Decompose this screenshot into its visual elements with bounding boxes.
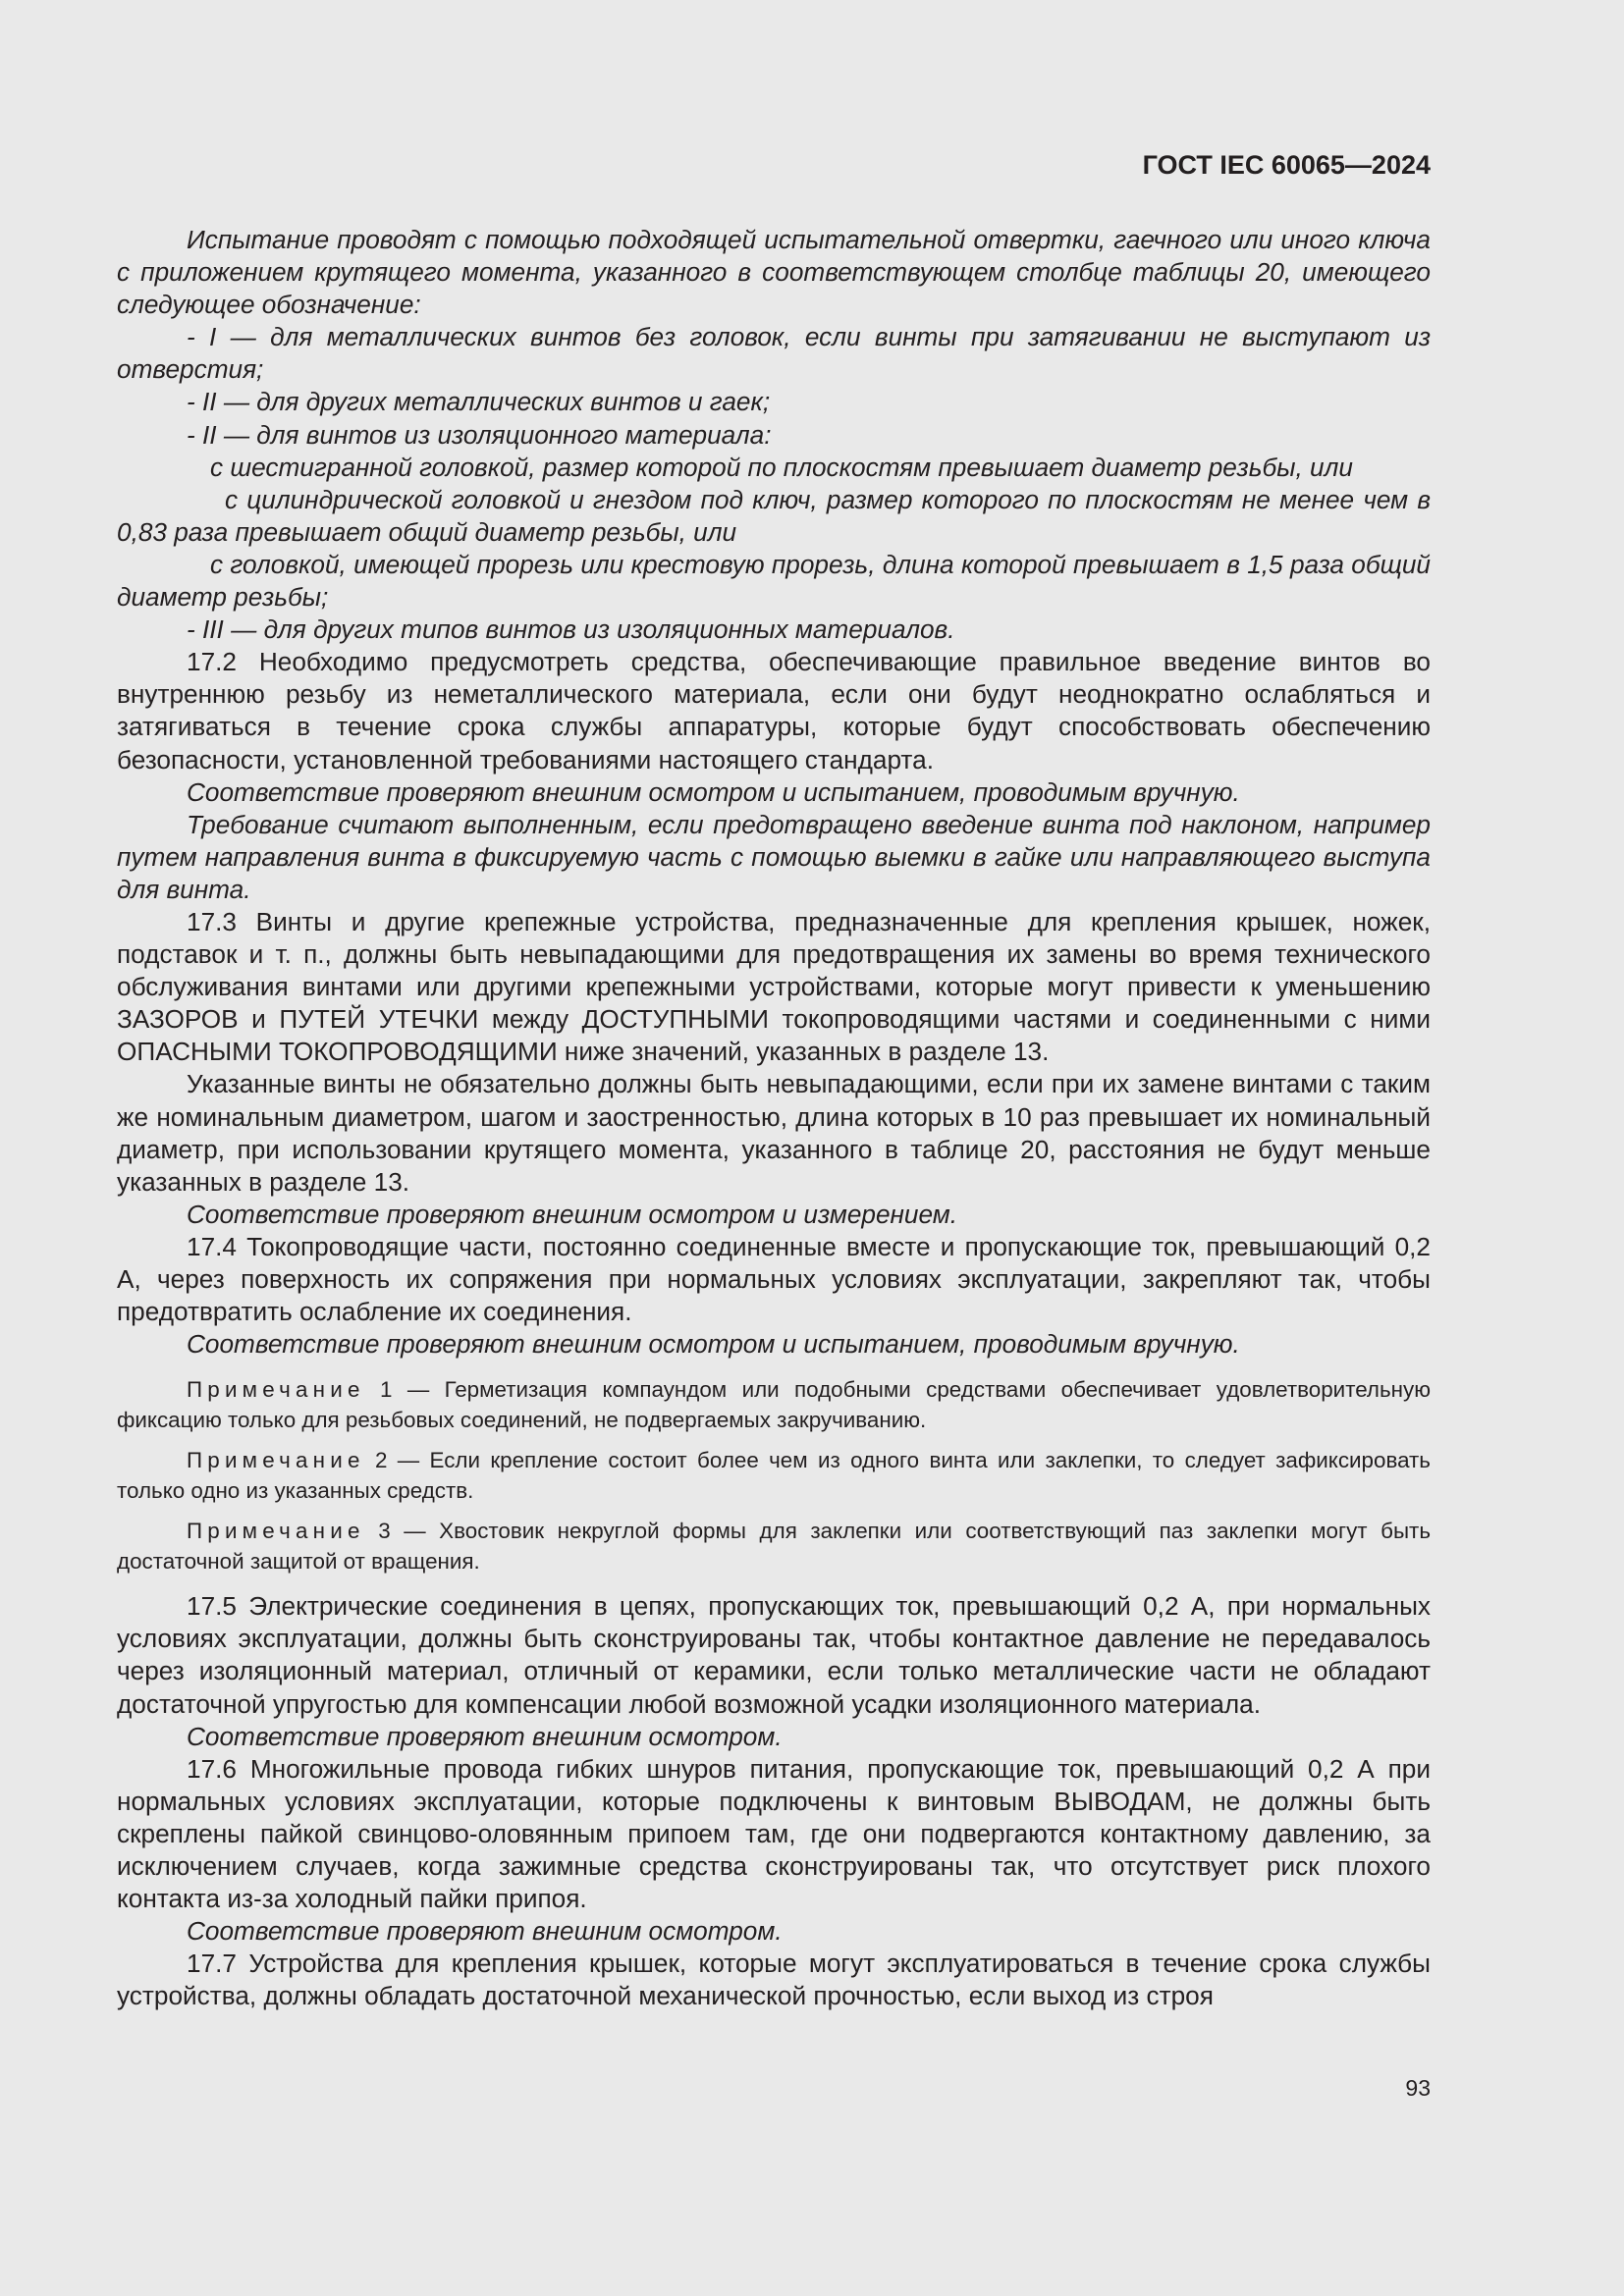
- note-text: — Если крепление состоит более чем из одного винта или заклепки, то следует зафиксировать только одно из указанных средств.: [117, 1448, 1431, 1504]
- list-item-type-2-metal: - II — для других металлических винтов и гаек;: [187, 387, 771, 417]
- compliance-17-4: Соответствие проверяют внешним осмотром и испытанием, проводимым вручную.: [187, 1329, 1240, 1360]
- note-text: — Хвостовик некруглой формы для заклепки или соответствующий паз заклепки могут быть достаточной защитой от вращения.: [117, 1519, 1431, 1575]
- compliance-17-3: Соответствие проверяют внешним осмотром и измерением.: [187, 1199, 957, 1229]
- clause-17-6: 17.6 Многожильные провода гибких шнуров питания, пропускающие ток, превышающий 0,2 А при нормальных условиях эксплуатации, которые подключены к винтовым ВЫВОДАМ, не должны быть скреплены пайкой свинцово-оловянным припоем там, где они подвергаются контактному давлению, за исключением случаев, когда зажимные средства сконструированы так, что отсутствует риск плохого контакта из-за холодный пайки припоя.: [117, 1753, 1431, 1914]
- clause-17-3: 17.3 Винты и другие крепежные устройства, предназначенные для крепления крышек, ножек, подставок и т. п., должны быть невыпадающими для предотвращения их замены во время технического обслуживания винтами или другими крепежными устройствами, которые могут привести к уменьшению ЗАЗОРОВ и ПУТЕЙ УТЕЧКИ между ДОСТУПНЫМИ токопроводящими частями и соединенными с ними ОПАСНЫМИ ТОКОПРОВОДЯЩИМИ ниже значений, указанных в разделе 13.: [117, 906, 1431, 1067]
- requirement-17-2: Требование считают выполненным, если предотвращено введение винта под наклоном, например путем направления винта в фиксируемую часть с помощью выемки в гайке или направляющего выступа для винта.: [117, 809, 1431, 904]
- clause-17-4: 17.4 Токопроводящие части, постоянно соединенные вместе и пропускающие ток, превышающий 0,2 А, через поверхность их сопряжения при нормальных условиях эксплуатации, закрепляют так, чтобы предотвратить ослабление их соединения.: [117, 1231, 1431, 1327]
- standard-header: ГОСТ IEC 60065—2024: [1142, 150, 1431, 180]
- note-3: [117, 1516, 1431, 1576]
- note-label: Примечание: [187, 1448, 365, 1473]
- list-item-type-2-insulating: - II — для винтов из изоляционного материала:: [187, 419, 772, 450]
- sub-item-slotted-head: с головкой, имеющей прорезь или крестовую прорезь, длина которой превышает в 1,5 раза общий диаметр резьбы;: [117, 549, 1431, 613]
- compliance-17-2: Соответствие проверяют внешним осмотром и испытанием, проводимым вручную.: [187, 776, 1240, 807]
- note-label: Примечание: [187, 1519, 365, 1544]
- sub-item-cylinder-head: с цилиндрической головкой и гнездом под ключ, размер которого по плоскостям не менее чем в 0,83 раза превышает общий диаметр резьбы, или: [117, 484, 1431, 547]
- clause-17-2: 17.2 Необходимо предусмотреть средства, обеспечивающие правильное введение винтов во внутреннюю резьбу из неметаллического материала, если они будут неоднократно ослабляться и затягиваться в течение срока службы аппаратуры, которые будут способствовать обеспечению безопасности, установленной требованиями настоящего стандарта.: [117, 647, 1431, 774]
- note-1: [117, 1374, 1431, 1435]
- page-number: 93: [1405, 2075, 1431, 2101]
- clause-17-3-exception: Указанные винты не обязательно должны быть невыпадающими, если при их замене винтами с таким же номинальным диаметром, шагом и заостренностью, длина которых в 10 раз превышает их номинальный диаметр, при использовании крутящего момента, указанного в таблице 20, расстояния не будут меньше указанных в разделе 13.: [117, 1069, 1431, 1197]
- list-item-type-3: - III — для других типов винтов из изоляционных материалов.: [187, 614, 955, 645]
- note-text: — Герметизация компаундом или подобными средствами обеспечивает удовлетворительную фиксацию только для резьбовых соединений, не подвергаемых закручиванию.: [117, 1377, 1431, 1433]
- compliance-17-6: Соответствие проверяют внешним осмотром.: [187, 1916, 783, 1947]
- note-number: 2: [374, 1448, 388, 1473]
- body-text: [117, 224, 1431, 2013]
- compliance-17-5: Соответствие проверяют внешним осмотром.: [187, 1721, 783, 1751]
- sub-item-hex-head: с шестигранной головкой, размер которой по плоскостям превышает диаметр резьбы, или: [210, 452, 1353, 482]
- note-number: 3: [378, 1519, 391, 1544]
- note-label: Примечание: [187, 1377, 365, 1403]
- test-method-paragraph: Испытание проводят с помощью подходящей испытательной отвертки, гаечного или иного ключа с приложением крутящего момента, указанного в соответствующем столбце таблицы 20, имеющего следующее обозначение:: [117, 225, 1431, 320]
- note-2: [117, 1445, 1431, 1506]
- note-number: 1: [379, 1377, 393, 1403]
- list-item-type-1: - I — для металлических винтов без головок, если винты при затягивании не выступают из отверстия;: [117, 322, 1431, 385]
- clause-17-5: 17.5 Электрические соединения в цепях, пропускающих ток, превышающий 0,2 А, при нормальных условиях эксплуатации, должны быть сконструированы так, чтобы контактное давление не передавалось через изоляционный материал, отличный от керамики, если только металлические части не обладают достаточной упругостью для компенсации любой возможной усадки изоляционного материала.: [117, 1591, 1431, 1719]
- clause-17-7: 17.7 Устройства для крепления крышек, которые могут эксплуатироваться в течение срока службы устройства, должны обладать достаточной механической прочностью, если выход из строя: [117, 1949, 1431, 2011]
